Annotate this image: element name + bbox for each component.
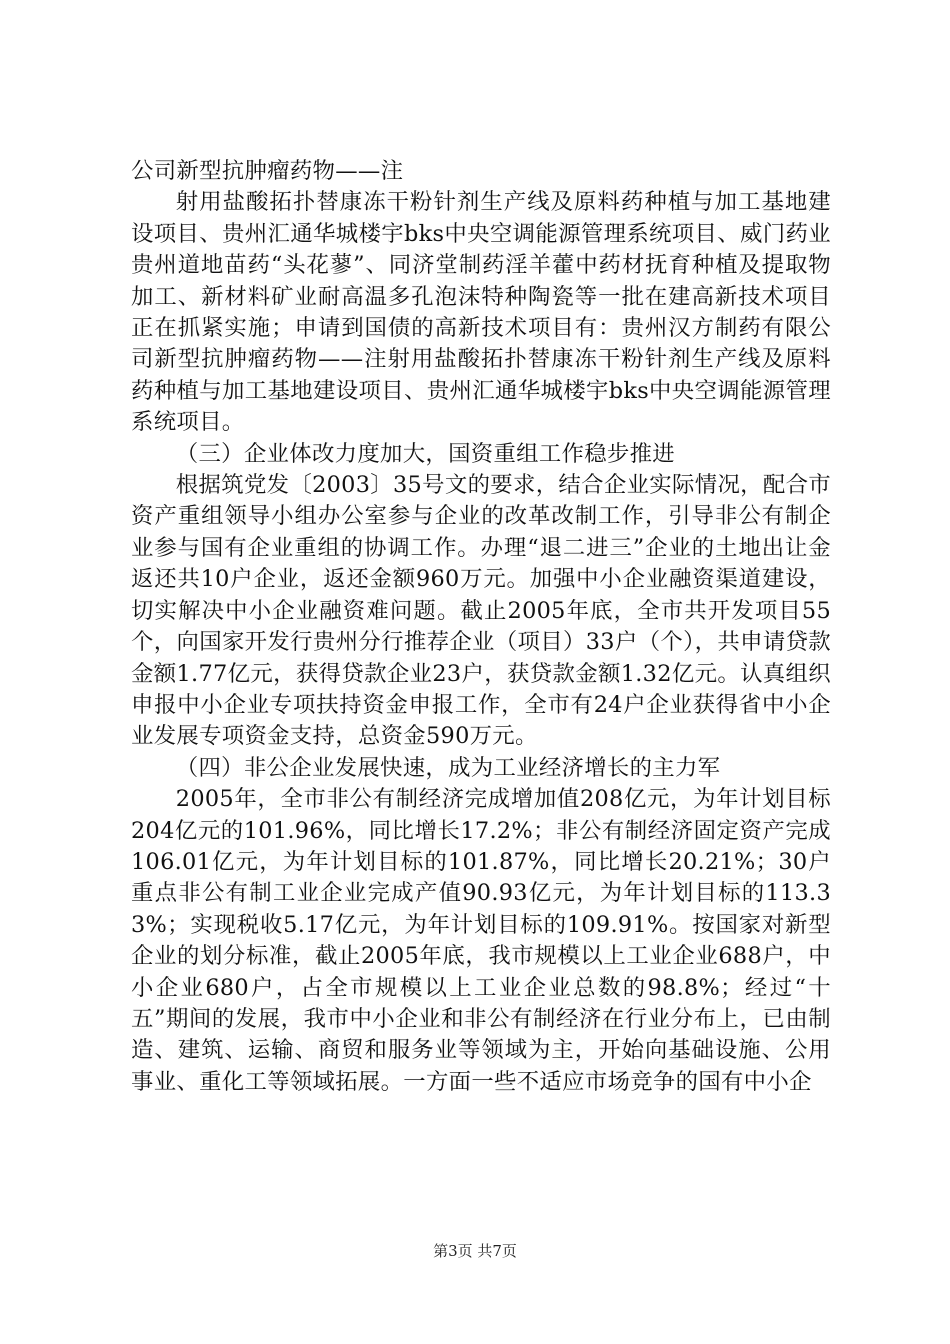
paragraph-projects: 射用盐酸拓扑替康冻干粉针剂生产线及原料药种植与加工基地建设项目、贵州汇通华城楼宇bks中央空调能源管理系统项目、威门药业贵州道地苗药“头花蓼”、同济堂制药淫羊藿中药材抚育种植及提取物加工、新材料矿业耐高温多孔泡沫特种陶瓷等一批在建高新技术项目正在抓紧实施；申请到国债的高新技术项目有：贵州汉方制药有限公司新型抗肿瘤药物——注射用盐酸拓扑替康冻干粉针剂生产线及原料药种植与加工基地建设项目、贵州汇通华城楼宇bks中央空调能源管理系统项目。 [131, 189, 831, 436]
section-heading-4: （四）非公企业发展快速，成为工业经济增长的主力军 [175, 754, 721, 781]
paragraph-continuation: 公司新型抗肿瘤药物——注 [131, 158, 404, 184]
page-footer: 第3页 共7页 [433, 1242, 517, 1260]
paragraph-reform: 根据筑党发〔2003〕35号文的要求，结合企业实际情况，配合市资产重组领导小组办公室参与企业的改革改制工作，引导非公有制企业参与国有企业重组的协调工作。办理“退二进三”企业的土地出让金返还共10户企业，返还金额960万元。加强中小企业融资渠道建设，切实解决中小企业融资难问题。截止2005年底，全市共开发项目55个，向国家开发行贵州分行推荐企业（项目）33户（个），共申请贷款金额1.77亿元，获得贷款企业23户，获贷款金额1.32亿元。认真组织申报中小企业专项扶持资金申报工作，全市有24户企业获得省中小企业发展专项资金支持，总资金590万元。 [131, 472, 831, 750]
document-body [131, 156, 831, 1098]
paragraph-nonpublic-economy: 2005年，全市非公有制经济完成增加值208亿元，为年计划目标204亿元的101.96%，同比增长17.2%；非公有制经济固定资产完成106.01亿元，为年计划目标的101.87%，同比增长20.21%；30户重点非公有制工业企业完成产值90.93亿元，为年计划目标的113.33%；实现税收5.17亿元，为年计划目标的109.91%。按国家对新型企业的划分标准，截止2005年底，我市规模以上工业企业688户，中小企业680户，占全市规模以上工业企业总数的98.8%；经过“十五”期间的发展，我市中小企业和非公有制经济在行业分布上，已由制造、建筑、运输、商贸和服务业等领域为主，开始向基础设施、公用事业、重化工等领域拓展。一方面一些不适应市场竞争的国有中小企 [131, 786, 831, 1095]
section-heading-3: （三）企业体改力度加大，国资重组工作稳步推进 [175, 440, 675, 467]
